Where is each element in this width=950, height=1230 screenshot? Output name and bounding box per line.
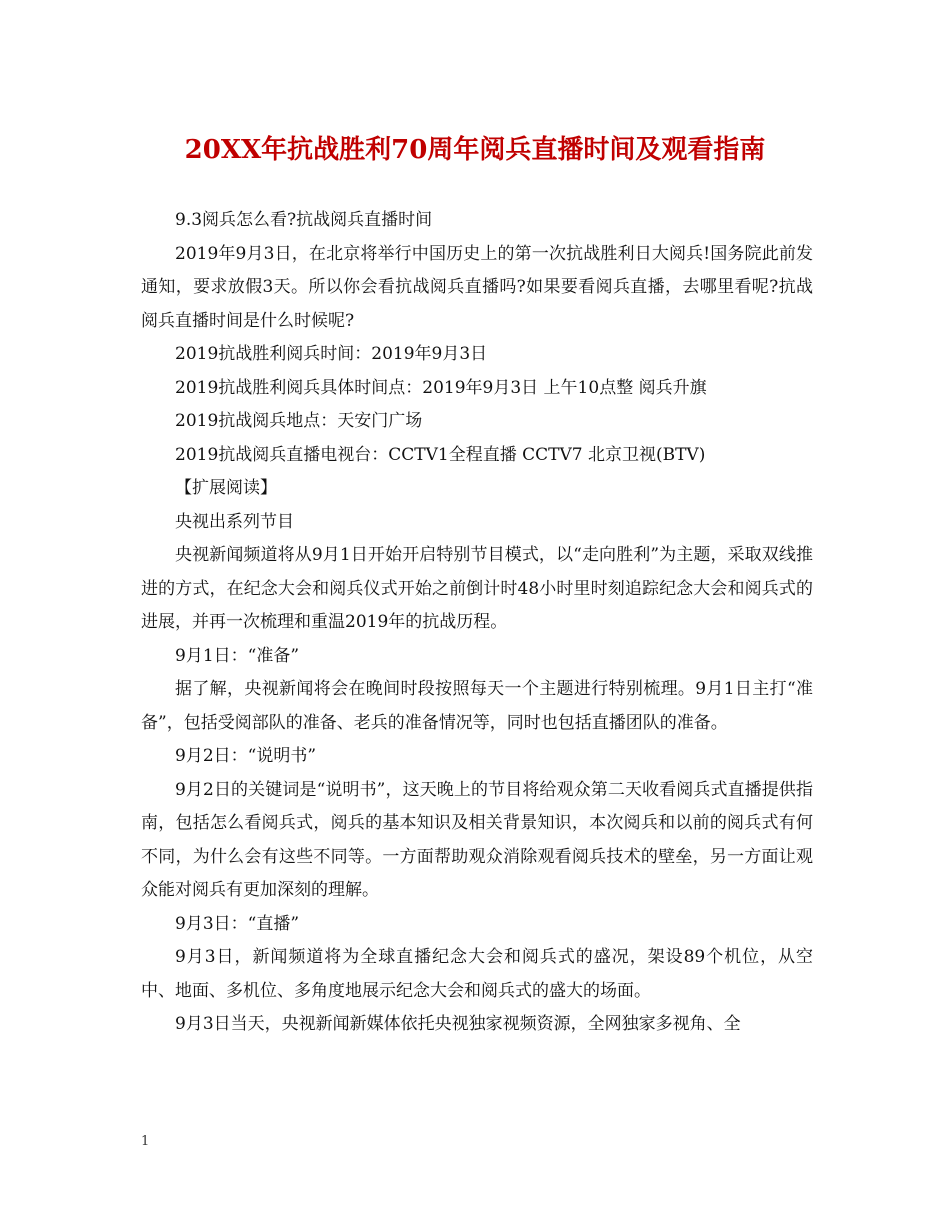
paragraph: 【扩展阅读】: [175, 478, 277, 498]
paragraph: 9月3日，新闻频道将为全球直播纪念大会和阅兵式的盛况，架设89个机位，从空中、地面、多机位、多角度地展示纪念大会和阅兵式的盛大的场面。: [141, 947, 813, 1001]
paragraph: 9月3日：“直播”: [175, 913, 300, 934]
paragraph: 9.3阅兵怎么看?抗战阅兵直播时间: [175, 210, 433, 230]
paragraph: 9月1日：“准备”: [175, 645, 300, 666]
paragraph: 9月2日的关键词是“说明书”，这天晚上的节目将给观众第二天收看阅兵式直播提供指南，包括怎么看阅兵式，阅兵的基本知识及相关背景知识，本次阅兵和以前的阅兵式有何不同，为什么会有这些不同等。一方面帮助观众消除观看阅兵技术的壁垒，另一方面让观众能对阅兵有更加深刻的理解。: [141, 779, 813, 900]
paragraph: 央视出系列节目: [175, 511, 294, 532]
paragraph: 9月3日当天，央视新闻新媒体依托央视独家视频资源，全网独家多视角、全: [175, 1014, 741, 1034]
paragraph: 2019抗战胜利阅兵具体时间点：2019年9月3日 上午10点整 阅兵升旗: [175, 377, 707, 398]
paragraph: 央视新闻频道将从9月1日开始开启特别节目模式，以“走向胜利”为主题，采取双线推进的方式，在纪念大会和阅兵仪式开始之前倒计时48小时里时刻追踪纪念大会和阅兵式的进展，并再一次梳理和重温2019年的抗战历程。: [141, 545, 813, 632]
document-body: [141, 204, 813, 1042]
paragraph: 据了解，央视新闻将会在晚间时段按照每天一个主题进行特别梳理。9月1日主打“准备”，包括受阅部队的准备、老兵的准备情况等，同时也包括直播团队的准备。: [141, 679, 813, 733]
document-title: 20XX年抗战胜利70周年阅兵直播时间及观看指南: [184, 135, 766, 165]
paragraph: 2019年9月3日，在北京将举行中国历史上的第一次抗战胜利日大阅兵!国务院此前发通知，要求放假3天。所以你会看抗战阅兵直播吗?如果要看阅兵直播，去哪里看呢?抗战阅兵直播时间是什么时候呢?: [141, 243, 813, 331]
paragraph: 2019抗战胜利阅兵时间：2019年9月3日: [175, 344, 488, 364]
paragraph: 2019抗战阅兵地点：天安门广场: [175, 411, 423, 431]
page-number: 1: [141, 1134, 150, 1149]
paragraph: 9月2日：“说明书”: [175, 746, 317, 766]
paragraph: 2019抗战阅兵直播电视台：CCTV1全程直播 CCTV7 北京卫视(BTV): [175, 444, 706, 465]
